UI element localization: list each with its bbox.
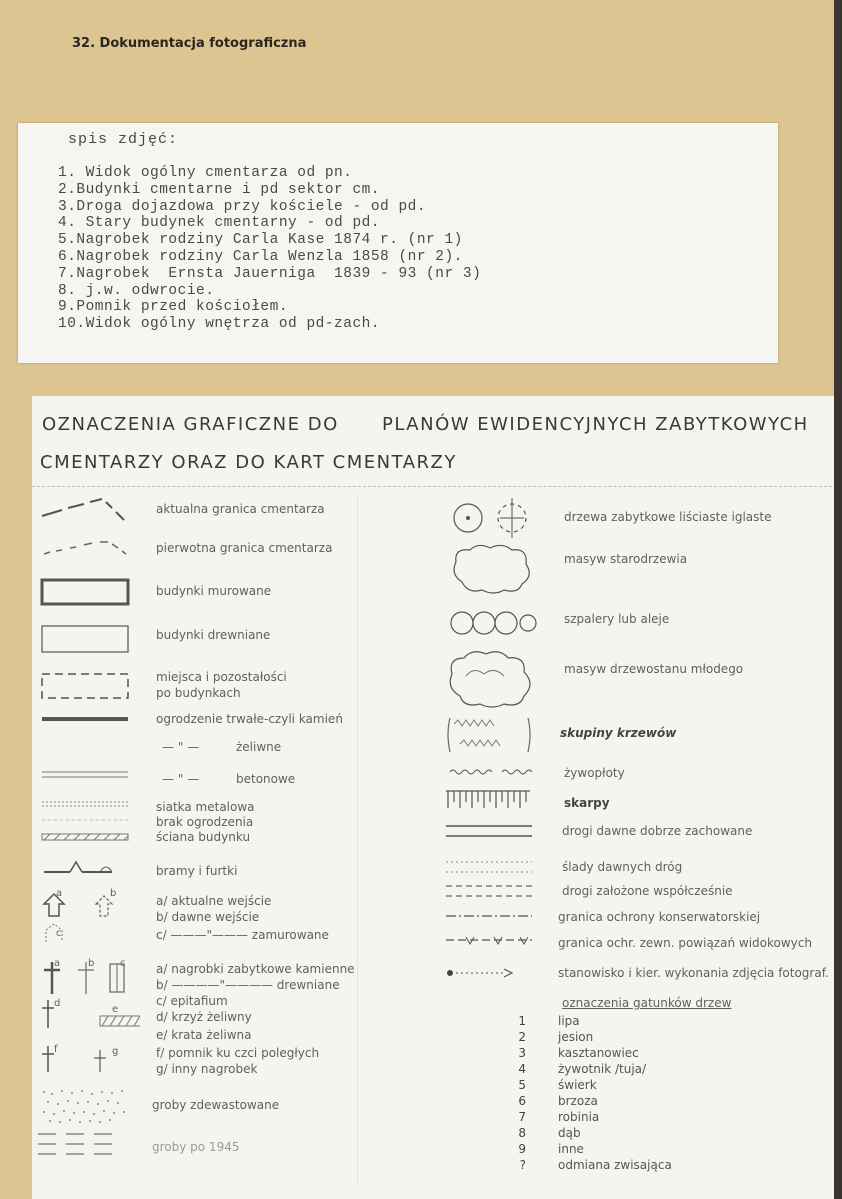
species-number: 2	[518, 1030, 526, 1044]
permanent-fence-symbol	[40, 714, 132, 724]
post-war-graves-symbol	[36, 1130, 130, 1160]
legend-label: ślady dawnych dróg	[562, 860, 683, 874]
list-item: 3.Droga dojazdowa przy kościele - od pd.	[58, 198, 427, 215]
photo-list	[58, 165, 481, 333]
species-name: brzoza	[558, 1094, 598, 1108]
species-name: lipa	[558, 1014, 580, 1028]
tombstone-symbols	[40, 958, 140, 1078]
list-item: 1. Widok ogólny cmentarza od pn.	[58, 165, 353, 181]
species-number: 1	[518, 1014, 526, 1028]
species-name: kasztanowiec	[558, 1046, 639, 1060]
legend-label: b/ ————"———— drewniane	[156, 978, 340, 992]
photo-position-symbol	[444, 966, 534, 980]
legend-label: żeliwne	[236, 740, 282, 754]
list-item: 2.Budynki cmentarne i pd sektor cm.	[58, 181, 381, 198]
road-traces-symbol	[444, 858, 534, 876]
young-forest-symbol	[444, 646, 540, 710]
species-number: 6	[518, 1094, 526, 1108]
shrub-groups-symbol	[444, 714, 534, 758]
symbol-letter: a	[54, 958, 61, 969]
building-remains-symbol	[40, 670, 132, 702]
species-name: inne	[558, 1142, 584, 1156]
gate-symbol	[40, 856, 132, 878]
species-number: 9	[518, 1142, 526, 1156]
list-item: 7.Nagrobek Ernsta Jauerniga 1839 - 93 (nr 3)	[58, 265, 482, 282]
column-separator	[357, 496, 358, 1186]
legend-label: c/ epitafium	[156, 994, 228, 1008]
fence-types-symbol	[40, 798, 132, 846]
legend-label: szpalery lub aleje	[564, 612, 670, 626]
legend-label: stanowisko i kier. wykonania zdjęcia fotograf.	[558, 966, 829, 980]
symbol-letter: f	[54, 1044, 58, 1055]
symbol-letter: e	[112, 1004, 119, 1015]
legend-label: bramy i furtki	[156, 864, 238, 878]
hedges-symbol	[448, 766, 538, 778]
modern-roads-symbol	[444, 882, 534, 900]
species-title: oznaczenia gatunków drzew	[562, 996, 732, 1010]
photo-list-card	[18, 123, 778, 363]
legend-label: budynki drewniane	[156, 628, 271, 642]
legend-label: d/ krzyż żeliwny	[156, 1010, 252, 1024]
symbol-letter: c	[120, 958, 126, 969]
symbol-letter: g	[112, 1046, 119, 1057]
species-number: 7	[518, 1110, 526, 1124]
species-name: robinia	[558, 1110, 600, 1124]
species-name: dąb	[558, 1126, 581, 1140]
legend-title-part2: PLANÓW EWIDENCYJNYCH ZABYTKOWYCH	[382, 414, 809, 435]
legend-label: drzewa zabytkowe liściaste iglaste	[564, 510, 772, 524]
current-boundary-symbol	[40, 496, 132, 524]
legend-sheet	[32, 396, 834, 1199]
legend-label: masyw starodrzewia	[564, 552, 688, 566]
legend-label: drogi dawne dobrze zachowane	[562, 824, 753, 838]
species-number: 4	[518, 1062, 526, 1076]
list-item: 4. Stary budynek cmentarny - od pd.	[58, 215, 381, 232]
legend-label: granica ochrony konserwatorskiej	[558, 910, 761, 924]
legend-title-line2: CMENTARZY ORAZ DO KART CMENTARZY	[40, 452, 457, 473]
photo-list-title: spis zdjęć:	[68, 131, 179, 148]
legend-label: pierwotna granica cmentarza	[156, 541, 333, 555]
original-boundary-symbol	[40, 536, 132, 560]
symbol-letter: d	[54, 998, 61, 1009]
brick-building-symbol	[40, 578, 132, 608]
legend-label: g/ inny nagrobek	[156, 1062, 258, 1076]
legend-label: żywopłoty	[564, 766, 625, 780]
legend-label: c/ ———"——— zamurowane	[156, 928, 329, 942]
species-number: 3	[518, 1046, 526, 1060]
list-item: 5.Nagrobek rodziny Carla Kase 1874 r. (nr 1)	[58, 232, 463, 249]
species-number: ?	[519, 1158, 526, 1172]
legend-label: e/ krata żeliwna	[156, 1028, 252, 1042]
legend-label: masyw drzewostanu młodego	[564, 662, 744, 676]
symbol-letter: c	[56, 928, 62, 939]
tree-rows-symbol	[448, 608, 538, 638]
legend-label: groby zdewastowane	[152, 1098, 280, 1112]
legend-label: skarpy	[564, 796, 610, 810]
view-boundary-symbol	[444, 934, 534, 948]
list-item: 6.Nagrobek rodziny Carla Wenzla 1858 (nr 2).	[58, 248, 463, 265]
legend-title-part1: OZNACZENIA GRAFICZNE DO	[42, 414, 339, 435]
species-name: świerk	[558, 1078, 597, 1092]
preserved-roads-symbol	[444, 822, 534, 840]
legend-label: groby po 1945	[152, 1140, 240, 1154]
legend-label: ściana budynku	[156, 830, 251, 844]
legend-label: budynki murowane	[156, 584, 272, 598]
protection-boundary-symbol	[444, 910, 534, 922]
list-item: 10.Widok ogólny wnętrza od pd-zach.	[58, 316, 381, 333]
legend-label: — " —	[162, 772, 200, 786]
legend-label: granica ochr. zewn. powiązań widokowych	[558, 936, 812, 950]
legend-label: ogrodzenie trwałe-czyli kamień	[156, 712, 343, 726]
section-header: 32. Dokumentacja fotograficzna	[72, 36, 307, 51]
symbol-letter: b	[88, 958, 95, 969]
legend-label: po budynkach	[156, 686, 241, 700]
page-edge	[834, 0, 842, 1199]
species-name: żywotnik /tuja/	[558, 1062, 647, 1076]
wooden-building-symbol	[40, 624, 132, 656]
symbol-letter: a	[56, 888, 63, 899]
legend-label: a/ aktualne wejście	[156, 894, 272, 908]
legend-label: brak ogrodzenia	[156, 815, 254, 829]
devastated-graves-symbol	[38, 1086, 132, 1126]
legend-label: betonowe	[236, 772, 296, 786]
slopes-symbol	[444, 788, 534, 812]
title-separator	[32, 486, 832, 487]
species-name: odmiana zwisająca	[558, 1158, 672, 1172]
old-tree-mass-symbol	[448, 542, 538, 594]
concrete-fence-symbol	[40, 768, 132, 782]
species-number: 5	[518, 1078, 526, 1092]
legend-label: miejsca i pozostałości	[156, 670, 287, 684]
historic-trees-symbol	[452, 496, 532, 542]
legend-label: a/ nagrobki zabytkowe kamienne	[156, 962, 355, 976]
legend-label: f/ pomnik ku czci poległych	[156, 1046, 320, 1060]
legend-label: drogi założone współcześnie	[562, 884, 733, 898]
legend-label: skupiny krzewów	[560, 726, 677, 740]
legend-label: b/ dawne wejście	[156, 910, 260, 924]
species-number: 8	[518, 1126, 526, 1140]
legend-label: siatka metalowa	[156, 800, 255, 814]
legend-label: aktualna granica cmentarza	[156, 502, 325, 516]
entrance-symbols	[40, 890, 140, 948]
legend-label: — " —	[162, 740, 200, 754]
list-item: 9.Pomnik przed kościołem.	[58, 299, 289, 316]
symbol-letter: b	[110, 888, 117, 899]
species-name: jesion	[558, 1030, 594, 1044]
list-item: 8. j.w. odwrocie.	[58, 282, 215, 299]
